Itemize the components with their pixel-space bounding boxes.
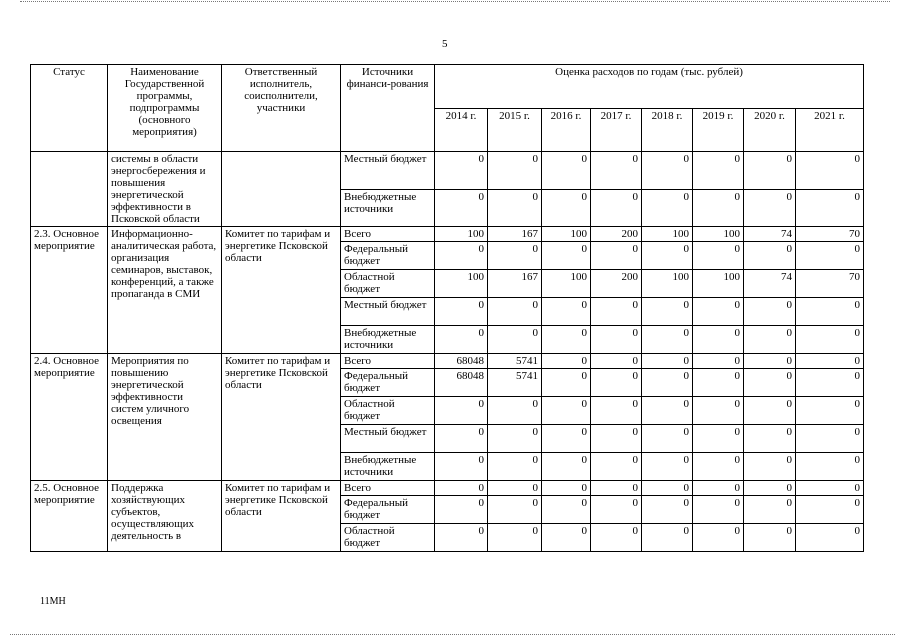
executor-cell: Комитет по тарифам и энергетике Псковской области: [222, 481, 341, 552]
value-cell: 0: [642, 152, 693, 190]
source-cell: Внебюджетные источники: [341, 453, 435, 481]
value-cell: 0: [642, 369, 693, 397]
value-cell: 0: [591, 242, 642, 270]
value-cell: 0: [744, 298, 796, 326]
value-cell: 100: [693, 227, 744, 242]
budget-table: [30, 64, 864, 552]
value-cell: 0: [796, 453, 864, 481]
value-cell: 0: [591, 152, 642, 190]
value-cell: 5741: [488, 369, 542, 397]
status-cell: 2.5. Основное мероприятие: [31, 481, 108, 552]
value-cell: 0: [542, 397, 591, 425]
value-cell: 68048: [435, 354, 488, 369]
value-cell: 0: [744, 481, 796, 496]
value-cell: 0: [796, 397, 864, 425]
value-cell: 0: [591, 453, 642, 481]
value-cell: 0: [744, 326, 796, 354]
value-cell: 100: [435, 227, 488, 242]
header-year: 2017 г.: [591, 108, 642, 152]
value-cell: 68048: [435, 369, 488, 397]
executor-cell: Комитет по тарифам и энергетике Псковской области: [222, 354, 341, 481]
source-cell: Внебюджетные источники: [341, 326, 435, 354]
value-cell: 0: [796, 425, 864, 453]
value-cell: 0: [744, 354, 796, 369]
value-cell: 0: [744, 369, 796, 397]
value-cell: 74: [744, 270, 796, 298]
value-cell: 0: [435, 496, 488, 524]
value-cell: 0: [744, 453, 796, 481]
value-cell: 0: [744, 152, 796, 190]
table-row: [31, 354, 864, 369]
value-cell: 0: [591, 524, 642, 552]
status-cell: [31, 152, 108, 227]
value-cell: 0: [591, 425, 642, 453]
value-cell: 5741: [488, 354, 542, 369]
activity-name-cell: системы в области энергосбережения и повышения энергетической эффективности в Псковской области: [108, 152, 222, 227]
top-scan-edge: [20, 1, 890, 2]
value-cell: 0: [744, 425, 796, 453]
source-cell: Областной бюджет: [341, 270, 435, 298]
value-cell: 0: [642, 397, 693, 425]
activity-name-cell: Информационно-аналитическая работа, организация семинаров, выставок, конференций, а также пропаганда в СМИ: [108, 227, 222, 354]
source-cell: Всего: [341, 481, 435, 496]
bottom-scan-edge: [10, 634, 895, 635]
table-header: [31, 65, 864, 152]
value-cell: 0: [796, 524, 864, 552]
value-cell: 0: [488, 397, 542, 425]
header-year: 2016 г.: [542, 108, 591, 152]
header-status: Статус: [31, 65, 108, 152]
header-year: 2014 г.: [435, 108, 488, 152]
value-cell: 0: [693, 397, 744, 425]
value-cell: 0: [796, 369, 864, 397]
value-cell: 0: [796, 242, 864, 270]
header-executor: Ответственный исполнитель, соисполнители, участники: [222, 65, 341, 152]
value-cell: 0: [642, 298, 693, 326]
value-cell: 0: [542, 326, 591, 354]
source-cell: Федеральный бюджет: [341, 496, 435, 524]
value-cell: 0: [591, 397, 642, 425]
status-cell: 2.3. Основное мероприятие: [31, 227, 108, 354]
table-row: [31, 481, 864, 496]
value-cell: 74: [744, 227, 796, 242]
value-cell: 0: [542, 453, 591, 481]
value-cell: 200: [591, 270, 642, 298]
value-cell: 0: [693, 152, 744, 190]
activity-name-cell: Мероприятия по повышению энергетической эффективности систем уличного освещения: [108, 354, 222, 481]
value-cell: 0: [542, 481, 591, 496]
value-cell: 100: [542, 227, 591, 242]
value-cell: 0: [435, 326, 488, 354]
footer-code: 11МН: [40, 596, 66, 607]
header-year: 2020 г.: [744, 108, 796, 152]
header-sources: Источники финанси-рования: [341, 65, 435, 152]
value-cell: 100: [642, 270, 693, 298]
value-cell: 0: [693, 326, 744, 354]
source-cell: Всего: [341, 354, 435, 369]
value-cell: 0: [435, 152, 488, 190]
value-cell: 0: [796, 298, 864, 326]
header-year: 2021 г.: [796, 108, 864, 152]
value-cell: 0: [591, 354, 642, 369]
source-cell: Внебюджетные источники: [341, 189, 435, 227]
value-cell: 0: [435, 189, 488, 227]
header-name: Наименование Государственной программы, подпрограммы (основного мероприятия): [108, 65, 222, 152]
value-cell: 0: [693, 354, 744, 369]
value-cell: 0: [542, 354, 591, 369]
value-cell: 0: [744, 242, 796, 270]
value-cell: 0: [796, 354, 864, 369]
activity-name-cell: Поддержка хозяйствующих субъектов, осуществляющих деятельность в: [108, 481, 222, 552]
header-year: 2018 г.: [642, 108, 693, 152]
value-cell: 70: [796, 270, 864, 298]
value-cell: 0: [542, 189, 591, 227]
value-cell: 0: [693, 524, 744, 552]
status-cell: 2.4. Основное мероприятие: [31, 354, 108, 481]
page-number: 5: [442, 38, 448, 50]
value-cell: 0: [693, 298, 744, 326]
value-cell: 70: [796, 227, 864, 242]
value-cell: 0: [488, 524, 542, 552]
value-cell: 100: [542, 270, 591, 298]
source-cell: Федеральный бюджет: [341, 242, 435, 270]
value-cell: 0: [435, 481, 488, 496]
value-cell: 0: [488, 189, 542, 227]
value-cell: 0: [488, 496, 542, 524]
table-row: [31, 227, 864, 242]
value-cell: 0: [642, 481, 693, 496]
value-cell: 0: [744, 496, 796, 524]
value-cell: 0: [435, 242, 488, 270]
value-cell: 0: [642, 453, 693, 481]
value-cell: 167: [488, 270, 542, 298]
source-cell: Федеральный бюджет: [341, 369, 435, 397]
source-cell: Местный бюджет: [341, 425, 435, 453]
value-cell: 0: [488, 425, 542, 453]
value-cell: 0: [542, 425, 591, 453]
value-cell: 100: [642, 227, 693, 242]
value-cell: 0: [488, 481, 542, 496]
value-cell: 0: [642, 425, 693, 453]
value-cell: 0: [488, 453, 542, 481]
value-cell: 0: [542, 298, 591, 326]
executor-cell: [222, 152, 341, 227]
table-body: [31, 152, 864, 552]
source-cell: Местный бюджет: [341, 298, 435, 326]
value-cell: 0: [591, 298, 642, 326]
value-cell: 0: [693, 189, 744, 227]
value-cell: 0: [591, 189, 642, 227]
value-cell: 100: [693, 270, 744, 298]
value-cell: 0: [488, 326, 542, 354]
value-cell: 0: [744, 524, 796, 552]
value-cell: 0: [542, 152, 591, 190]
value-cell: 0: [744, 189, 796, 227]
value-cell: 0: [796, 189, 864, 227]
value-cell: 0: [693, 425, 744, 453]
value-cell: 0: [796, 326, 864, 354]
value-cell: 0: [796, 496, 864, 524]
header-year: 2015 г.: [488, 108, 542, 152]
value-cell: 0: [591, 369, 642, 397]
value-cell: 200: [591, 227, 642, 242]
value-cell: 0: [693, 496, 744, 524]
table-row: [31, 152, 864, 190]
value-cell: 167: [488, 227, 542, 242]
value-cell: 0: [693, 481, 744, 496]
value-cell: 0: [488, 298, 542, 326]
value-cell: 0: [693, 369, 744, 397]
value-cell: 0: [796, 481, 864, 496]
value-cell: 0: [642, 496, 693, 524]
value-cell: 0: [693, 242, 744, 270]
source-cell: Местный бюджет: [341, 152, 435, 190]
value-cell: 0: [542, 524, 591, 552]
value-cell: 0: [591, 481, 642, 496]
value-cell: 0: [642, 354, 693, 369]
header-year: 2019 г.: [693, 108, 744, 152]
source-cell: Областной бюджет: [341, 524, 435, 552]
value-cell: 0: [488, 242, 542, 270]
value-cell: 0: [542, 496, 591, 524]
value-cell: 0: [435, 524, 488, 552]
value-cell: 0: [642, 189, 693, 227]
value-cell: 0: [435, 425, 488, 453]
value-cell: 0: [542, 369, 591, 397]
executor-cell: Комитет по тарифам и энергетике Псковской области: [222, 227, 341, 354]
source-cell: Всего: [341, 227, 435, 242]
value-cell: 100: [435, 270, 488, 298]
value-cell: 0: [435, 453, 488, 481]
value-cell: 0: [642, 326, 693, 354]
value-cell: 0: [488, 152, 542, 190]
value-cell: 0: [796, 152, 864, 190]
source-cell: Областной бюджет: [341, 397, 435, 425]
value-cell: 0: [435, 298, 488, 326]
header-costs-group: Оценка расходов по годам (тыс. рублей): [435, 65, 864, 109]
value-cell: 0: [693, 453, 744, 481]
value-cell: 0: [642, 242, 693, 270]
value-cell: 0: [744, 397, 796, 425]
value-cell: 0: [591, 496, 642, 524]
value-cell: 0: [591, 326, 642, 354]
value-cell: 0: [642, 524, 693, 552]
value-cell: 0: [435, 397, 488, 425]
value-cell: 0: [542, 242, 591, 270]
